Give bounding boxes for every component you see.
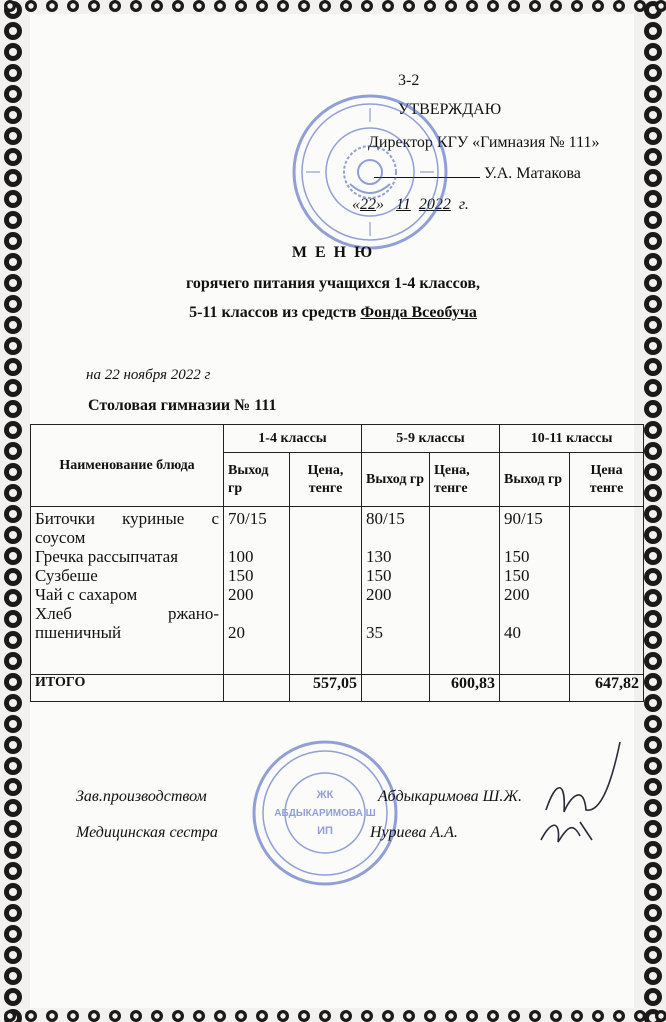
date-open-quote: « — [352, 196, 360, 213]
yield-header: Выход гр — [362, 453, 430, 507]
price-header: Цена, тенге — [430, 453, 500, 507]
date-close-quote: » — [376, 196, 384, 213]
approval-title: УТВЕРЖДАЮ — [398, 101, 502, 118]
stamp-text: АБДЫКАРИМОВА Ш — [274, 808, 376, 819]
canteen-name: Столовая гимназии № 111 — [88, 397, 277, 414]
signature-name-2: Нуриева А.А. — [370, 824, 458, 841]
table-body-row — [31, 507, 644, 675]
group-header-10-11: 10-11 классы — [500, 425, 644, 453]
decorative-border-left — [0, 0, 30, 1022]
decorative-border-bottom — [0, 1008, 666, 1022]
price-cell — [570, 507, 644, 675]
empty-cell — [224, 675, 290, 702]
empty-cell — [362, 675, 430, 702]
menu-date: на 22 ноября 2022 г — [86, 367, 211, 383]
yield-value: 40 — [504, 623, 522, 642]
signature-role-1: Зав.производством — [76, 788, 207, 805]
subtitle-prefix: 5-11 классов из средств — [189, 304, 361, 321]
stamp-text: ЖК — [316, 789, 334, 801]
fund-name: Фонда Всеобуча — [360, 304, 477, 321]
menu-table — [30, 424, 644, 702]
yield-value: 20 — [228, 623, 245, 642]
dish-item: Гречка рассыпчатая — [35, 547, 179, 566]
price-header: Цена тенге — [570, 453, 644, 507]
yield-column-5-9 — [362, 507, 430, 675]
dish-item: Сузбеше — [35, 566, 98, 585]
total-value-5-9: 600,83 — [430, 675, 500, 702]
menu-subtitle-2 — [0, 304, 666, 322]
signature-name-1: Абдыкаримова Ш.Ж. — [378, 788, 522, 805]
date-suffix: г. — [458, 196, 469, 213]
dish-item: Биточки куриные с — [35, 509, 219, 528]
date-month: 11 — [396, 196, 411, 213]
table-header-row — [31, 425, 644, 453]
date-day: 22 — [360, 196, 376, 213]
approval-number: 3-2 — [398, 72, 420, 89]
yield-value: 200 — [228, 585, 254, 604]
decorative-border-top — [0, 0, 666, 14]
approval-signer: У.А. Матакова — [484, 165, 581, 182]
yield-header: Выход гр — [500, 453, 570, 507]
dish-item: соусом — [35, 528, 86, 547]
group-header-5-9: 5-9 классы — [362, 425, 500, 453]
yield-value: 130 — [366, 547, 392, 566]
official-seal-stamp — [290, 92, 450, 252]
dish-item: Хлеб ржано- — [35, 604, 219, 623]
total-row — [31, 675, 644, 702]
empty-cell — [500, 675, 570, 702]
entrepreneur-stamp — [250, 738, 400, 888]
yield-value: 90/15 — [504, 509, 543, 528]
price-cell — [290, 507, 362, 675]
dish-item: пшеничный — [35, 623, 122, 642]
yield-value: 200 — [504, 585, 530, 604]
menu-subtitle-1: горячего питания учащихся 1-4 классов, — [185, 275, 480, 292]
approval-director: Директор КГУ «Гимназия № 111» — [368, 134, 600, 151]
yield-value: 150 — [504, 547, 530, 566]
group-header-1-4: 1-4 классы — [224, 425, 362, 453]
yield-value: 35 — [366, 623, 384, 642]
price-cell — [430, 507, 500, 675]
dish-list — [31, 507, 224, 675]
yield-value: 200 — [366, 585, 392, 604]
yield-value: 150 — [228, 566, 254, 585]
total-value-1-4: 557,05 — [290, 675, 362, 702]
dish-item: Чай с сахаром — [35, 585, 138, 604]
total-label: ИТОГО — [31, 675, 224, 702]
yield-value: 150 — [366, 566, 392, 585]
yield-value: 100 — [228, 547, 254, 566]
total-value-10-11: 647,82 — [570, 675, 644, 702]
price-header: Цена, тенге — [290, 453, 362, 507]
yield-header: Выход гр — [224, 453, 290, 507]
stamp-text: ИП — [317, 825, 333, 837]
yield-column-10-11 — [500, 507, 570, 675]
handwritten-signature — [536, 740, 626, 850]
date-year: 2022 — [418, 196, 451, 213]
yield-column-1-4 — [224, 507, 290, 675]
dish-name-header: Наименование блюда — [31, 425, 224, 507]
yield-value: 70/15 — [228, 509, 267, 528]
signature-role-2: Медицинская сестра — [76, 824, 218, 841]
yield-value: 80/15 — [366, 509, 405, 528]
menu-title: М Е Н Ю — [291, 244, 375, 261]
yield-value: 150 — [504, 566, 530, 585]
